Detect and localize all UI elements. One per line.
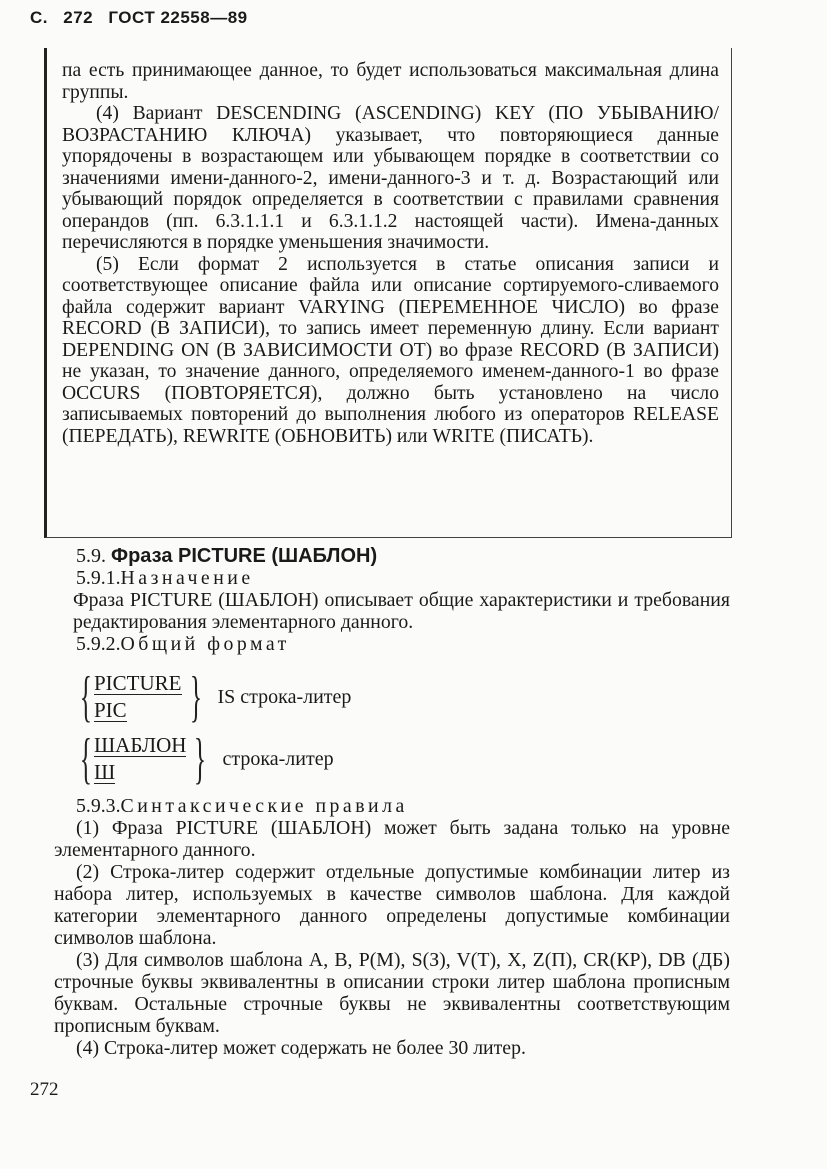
- boxed-text: [44, 48, 732, 538]
- subsection-number-2: 5.9.2.: [76, 633, 121, 655]
- box-paragraph-1: па есть принимающее данное, то будет использоваться максимальная длина группы.: [62, 60, 719, 103]
- page-number-footer: 272: [30, 1079, 59, 1100]
- subsection-title-1: Назначение: [120, 567, 254, 589]
- right-brace-icon: }: [194, 728, 207, 790]
- rule-4: (4) Строка-литер может содержать не более 30 литер.: [76, 1037, 526, 1059]
- subsection-number-1: 5.9.1.: [76, 567, 121, 589]
- left-brace-icon: {: [79, 666, 92, 728]
- section-title: Фраза PICTURE (ШАБЛОН): [111, 545, 378, 567]
- rule-3: (3) Для символов шаблона A, B, P(M), S(З), V(T), X, Z(П), CR(КР), DB (ДБ) строчные буквы эквивалентны в описании строки литер шаблона прописным буквам. Остальные строчные буквы не эквивалентны соответствующим прописным буквам.: [54, 949, 730, 1037]
- section-heading: [76, 545, 730, 567]
- box-paragraph-2: (4) Вариант DESCENDING (ASCENDING) KEY (ПО УБЫВАНИЮ/ВОЗРАСТАНИЮ КЛЮЧА) указывает, что повторяющиеся данные упорядочены в возрастающем или убывающем порядке в соответствии со значениями имени-данного-2, имени-данного-3 и т. д. Возрастающий или убывающий порядок определяется в соответствии с правилами сравнения операндов (пп. 6.3.1.1.1 и 6.3.1.1.2 настоящей части). Имена-данных перечисляются в порядке уменьшения значимости.: [62, 103, 719, 253]
- subsection-number-3: 5.9.3.: [76, 795, 121, 817]
- format-keywords-2: [90, 732, 190, 786]
- left-brace-icon: {: [79, 728, 92, 790]
- standard-id: ГОСТ 22558—89: [108, 8, 248, 27]
- format-tail-1: IS строка-литер: [217, 686, 352, 708]
- format-line-1: [76, 666, 352, 728]
- page-number-header: 272: [63, 8, 94, 27]
- keyword-picture: PICTURE: [94, 671, 182, 695]
- page-header: [30, 8, 258, 28]
- format-line-2: [76, 728, 334, 790]
- page-ref: С.: [30, 8, 48, 27]
- general-format: [76, 661, 730, 791]
- main-text: [54, 545, 730, 1059]
- rule-1: (1) Фраза PICTURE (ШАБЛОН) может быть задана только на уровне элементарного данного.: [54, 817, 730, 861]
- format-keywords-1: [90, 670, 186, 724]
- format-tail-2: строка-литер: [222, 748, 334, 770]
- rule-2: (2) Строка-литер содержит отдельные допустимые комбинации литер из набора литер, используемых в качестве символов шаблона. Для каждой категории элементарного данного определены допустимые комбинации символов шаблона.: [54, 861, 730, 949]
- right-brace-icon: }: [189, 666, 202, 728]
- keyword-shablon: ШАБЛОН: [94, 733, 187, 757]
- subsection-heading-3: [76, 795, 730, 817]
- keyword-sh: Ш: [94, 760, 116, 784]
- subsection-title-2: Общий формат: [120, 633, 290, 655]
- keyword-pic: PIC: [94, 698, 127, 722]
- box-paragraph-3: (5) Если формат 2 используется в статье описания записи и соответствующее описание файла или описание сортируемого-сливаемого файла содержит вариант VARYING (ПЕРЕМЕННОЕ ЧИСЛО) во фразе RECORD (В ЗАПИСИ), то запись имеет переменную длину. Если вариант DEPENDING ON (В ЗАВИСИМОСТИ ОТ) во фразе RECORD (В ЗАПИСИ) не указан, то значение данного, определяемого именем-данного-1 во фразе OCCURS (ПОВТОРЯЕТСЯ), должно быть установлено на число записываемых повторений до выполнения любого из операторов RELEASE (ПЕРЕДАТЬ), REWRITE (ОБНОВИТЬ) или WRITE (ПИСАТЬ).: [62, 253, 719, 447]
- subsection-text-1: Фраза PICTURE (ШАБЛОН) описывает общие характеристики и требования редактирования элементарного данного.: [73, 589, 730, 633]
- subsection-title-3: Синтаксические правила: [120, 795, 408, 817]
- subsection-heading-1: [76, 567, 730, 589]
- section-number: 5.9.: [76, 545, 106, 567]
- subsection-heading-2: [76, 633, 730, 655]
